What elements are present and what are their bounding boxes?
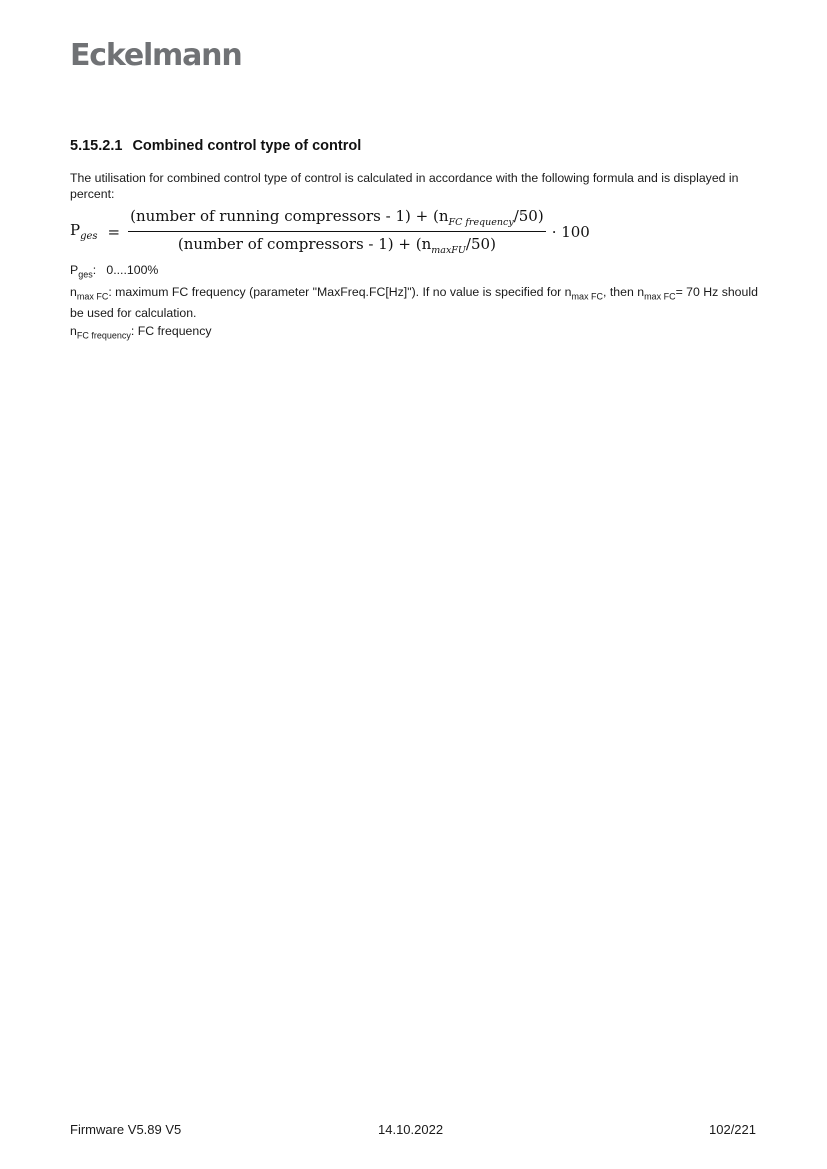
nmax-text-1: : maximum FC frequency (parameter "MaxFreq.FC[Hz]"). If no value is specified for n [108, 285, 572, 300]
nfc-text: : FC frequency [130, 323, 212, 338]
definition-nfc [70, 323, 760, 343]
pges-subscript: ges [78, 269, 93, 280]
section-title: Combined control type of control [132, 138, 362, 154]
formula-numerator [128, 207, 546, 231]
footer-page-number: 102/221 [709, 1122, 756, 1137]
formula-lhs [70, 221, 98, 242]
nmax-subscript-3: max FC [644, 291, 676, 302]
definition-pges [70, 262, 760, 282]
pges-range: : 0....100% [92, 263, 159, 277]
nfc-subscript: FC frequency [76, 330, 131, 341]
intro-paragraph: The utilisation for combined control type of control is calculated in accordance with the following formula and is displayed in percent: [70, 171, 739, 201]
denominator-subscript: maxFU [431, 245, 466, 256]
nmax-subscript: max FC [76, 291, 109, 302]
nmax-text-2: , then n [603, 285, 645, 300]
nmax-subscript-2: max FC [571, 291, 604, 302]
formula-fraction [128, 207, 546, 256]
definitions [70, 262, 760, 345]
section-number: 5.15.2.1 [70, 138, 123, 154]
definition-nmax [70, 284, 760, 320]
numerator-subscript: FC frequency [448, 217, 514, 228]
nmax-text-3: = 70 Hz should be used for calculation. [70, 285, 758, 320]
denominator-text: (number of compressors - 1) + (n [177, 235, 432, 253]
formula-denominator [176, 232, 498, 256]
footer-firmware: Firmware V5.89 V5 [70, 1122, 182, 1137]
formula-lhs-symbol: P [70, 221, 81, 239]
footer-date: 14.10.2022 [378, 1122, 444, 1137]
company-logo: Eckelmann [70, 38, 242, 73]
denominator-tail: /50) [465, 235, 496, 253]
formula-equals: = [107, 222, 121, 241]
numerator-text: (number of running compressors - 1) + (n [130, 207, 449, 225]
formula-lhs-subscript: ges [80, 231, 98, 242]
utilisation-formula [70, 207, 590, 256]
section-heading [70, 138, 361, 154]
nfc-symbol: n [70, 323, 77, 338]
formula-multiplier: · 100 [551, 222, 590, 241]
numerator-tail: /50) [513, 207, 544, 225]
nmax-symbol: n [70, 285, 77, 300]
pges-symbol: P [70, 263, 79, 277]
